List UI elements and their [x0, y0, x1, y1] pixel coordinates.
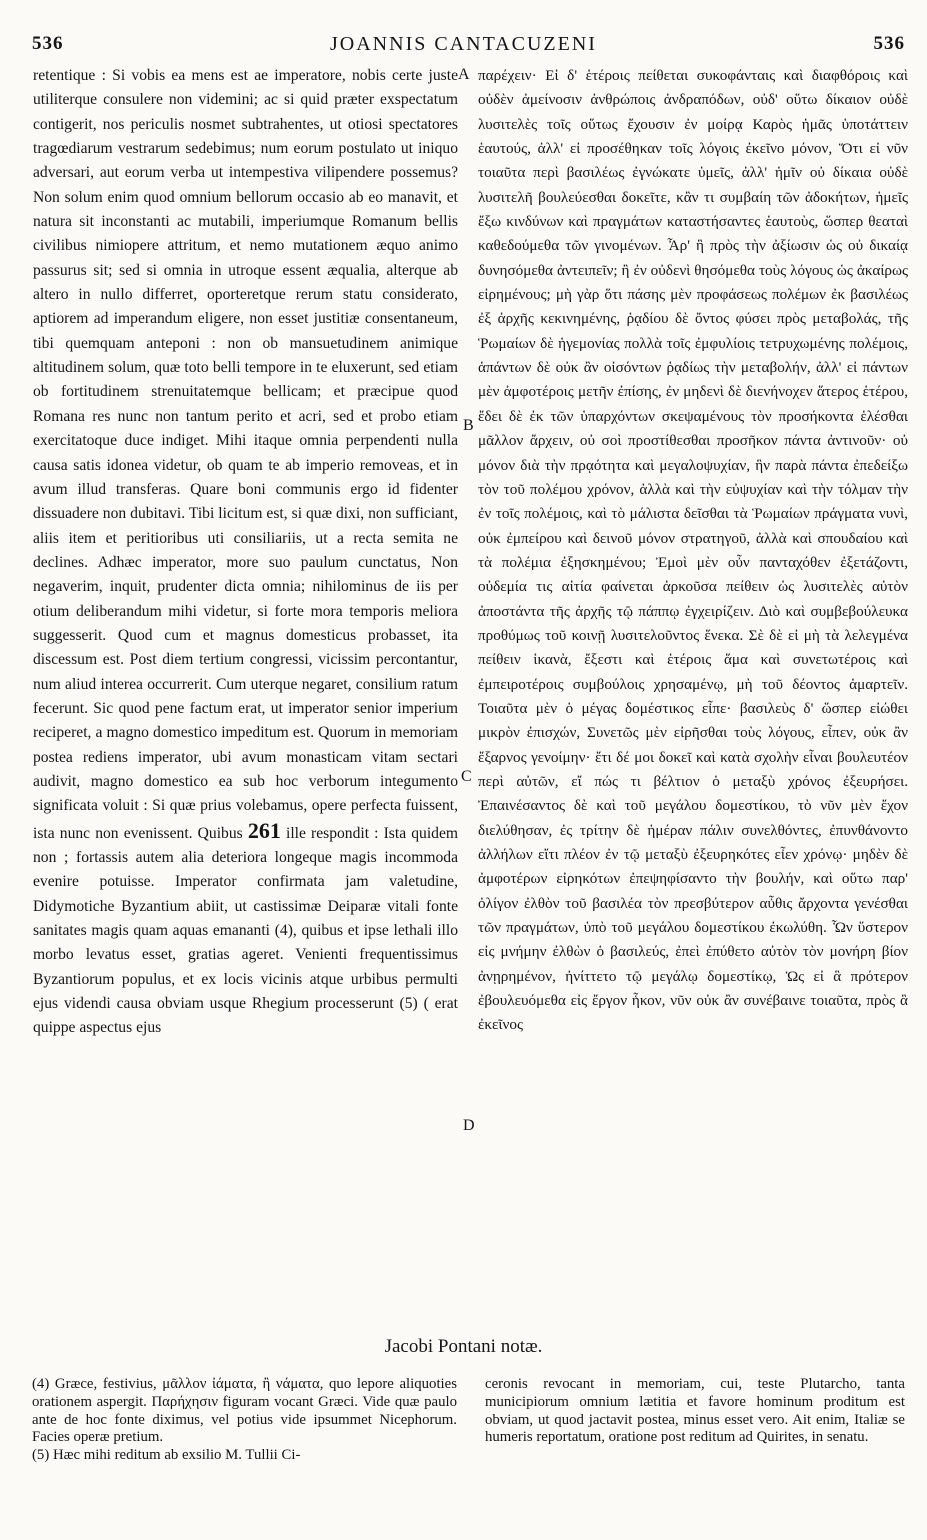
margin-marker-c: C: [461, 768, 472, 785]
margin-marker-b: B: [463, 417, 474, 434]
running-head: JOANNIS CANTACUZENI: [330, 33, 597, 55]
note-4: (4) Græce, festivius, μᾶλλον ἰάματα, ἢ νάματα, quo lepore aliquoties orationem aspergit. Παρήχησιν figuram vocant Græci. Vide quæ paulo ante de hoc fonte diximus, vel potius vide ipsummet Nicephorum. Facies operæ pretium.: [32, 1376, 457, 1446]
note-5-continued: ceronis revocant in memoriam, cui, teste Plutarcho, tanta municipiorum omnium lætitia et favore hominum proditum est obviam, ut quod jactavit postea, minus esset vero. Ait enim, Italiæ se humeris reportatum, oratione post reditum ad Quirites, in senatu.: [485, 1376, 905, 1446]
latin-column: [33, 64, 458, 1318]
page-number-right: 536: [873, 33, 905, 54]
notes-title: Jacobi Pontani notæ.: [384, 1336, 543, 1357]
edition-page-number: 261: [247, 817, 281, 843]
page-header: [0, 33, 927, 59]
margin-marker-d: D: [463, 1117, 475, 1134]
notes-right-column: [485, 1376, 905, 1447]
note-5: (5) Hæc mihi reditum ab exsilio M. Tullii Ci-: [32, 1447, 301, 1464]
latin-paragraph: [33, 64, 458, 1041]
margin-marker-a: A: [458, 66, 470, 83]
latin-text-continued: ille respondit : Ista quidem non ; fortassis autem alia deteriora longeque magis incommoda evenire potuisse. Imperator confirmata jam valetudine, Didymotiche Byzantium abiit, ut castissimæ Deiparæ vitali fonte sanitates magis quam aquas emananti (4), quibus et ipse lethali illo morbo levatus esset, gratias ageret. Venienti frequentissimus Byzantiorum populus, et ex locis vicinis atque urbibus permulti ejus videndi causa obviam usque Rhegium processerunt (5) ( erat quippe aspectus ejus: [33, 824, 458, 1037]
latin-text: retentique : Si vobis ea mens est ae imperatore, nobis certe juste utiliterque consulere non videmini; ac si quid præter exspectatum contigerit, nos periculis nosmet subtrahentes, ut otiosi spectatores tragœdiarum vestrarum sedebimus; num eorum postulato ut iniquo adversari, aut eorum verba ut intempestiva vilipendere possemus? Non solum enim quod omnium bellorum occasio ab eo manavit, et natura sit inconstanti ac mutabili, imperiumque Romanum bellis civilibus nimiopere attritum, et nemo mutationem æquo animo passurus sit; sed si omnia in utroque essent æqualia, alterque ab altero in nullo differret, oporteretque rerum statu considerato, aptiorem ad imperandum eligere, non esset justitiæ consentaneum, tibi quemquam anteponi : non ob mansuetudinem animique altitudinem solum, quæ toto belli tempore in te eluxerunt, sed etiam ob fortitudinem strenuitatemque bellicam; et præcipue quod Romana res nunc non tantum perito et acri, sed et probo etiam exercitatoque duce indiget. Mihi itaque omnia perpendenti nulla causa satis idonea videtur, ob quam te ab imperio removeas, et in avum illud transferas. Quare boni communis ergo id fidenter dissuadere non dubitavi. Tibi licitum est, si quæ dixi, non sufficiant, aliis item et peritioribus uti consiliariis, ut a recta semita ne declines. Adhæc imperator, more suo paulum cunctatus, Non negaverim, inquit, prudenter dicta omnia; nihilominus de iis per otium deliberandum mihi videtur, si forte mora temporis meliora suggesserit. Quod cum et magnus domesticus probasset, ita discessum est. Post diem tertium congressi, vicissim percontantur, num aliud interea occurrerit. Cum uterque negaret, consilium ratum fecerunt. Sic quod pene factum erat, ut imperator senior imperium reciperet, a magno domestico impeditum est. Quorum in memoriam postea rediens imperator, ubi avum monasticam vitam sectari audivit, magno domestico ea sub hoc verborum integumento significata voluit : Si quæ prius volebamus, opere perfecta fuissent, ista nunc non evenissent. Quibus: [33, 67, 458, 842]
greek-text: παρέχειν· Εἰ δ' ἑτέροις πείθεται συκοφάνταις καὶ διαφθόροις καὶ οὐδὲν ἀμείνοσιν ἀνθρώποις ἀνδραπόδων, οὐδ' οὕτω δίκαιον οὐδὲ λυσιτελὲς τοῖς οὕτως ἔχουσιν ἐν μοίρᾳ Καρὸς ἡμᾶς ὑποτάττειν ἑαυτούς, ἀλλ' εἰ προσέθηκαν τοῖς λόγοις ἐκεῖνο μόνον, Ὅτι εἰ νῦν τοιαῦτα περὶ βασιλέως ἐγνώκατε ὑμεῖς, ἀλλ' ἡμῖν οὐ δίκαια οὐδὲ λυσιτελῆ βουλεύεσθαι δοκεῖτε, κἂν τι συμβαίη τῶν ἀδοκήτων, ἡμεῖς ἔξω κινδύνων καὶ πραγμάτων καταστήσαντες ἑαυτοὺς, ὥσπερ θεαταὶ καθεδούμεθα τῶν γινομένων. Ἆρ' ἣ πρὸς τὴν ἀξίωσιν ὡς οὐ δικαίᾳ δυνησόμεθα ἀντειπεῖν; ἢ ἐν οὐδενὶ θησόμεθα τοὺς λόγους ὡς ἀκαίρως εἰρημένους; μὴ γὰρ ὅτι πάσης μὲν προφάσεως πολέμων ἐκ βασιλέως ἐξ ἀρχῆς κεκινημένης, ῥᾳδίου δὲ ὄντος φύσει πρὸς μεταβολάς, τῆς Ῥωμαίων δὲ ἡγεμονίας πολλὰ τοῖς ἐμφυλίοις τετρυχωμένης πολέμοις, ἁπάντων δὲ οὐκ ἂν οἰσόντων ῥᾳδίως τὴν μεταβολήν, ἀλλ' εἰ πάντων μὲν ἀμφοτέροις μετῆν ἐπίσης, ἐν μηδενὶ δὲ διενήνοχεν ἅτερος ἑτέρου, ἔδει δὲ ἐκ τῶν ὑπαρχόντων σκεψαμένους τὸν προσήκοντα ἑλέσθαι μᾶλλον ἄρχειν, οὐ σοὶ προστίθεσθαι προσῆκον πάντα ἀντινοῦν· οὐ μόνον διὰ τὴν πρᾳότητα καὶ μεγαλοψυχίαν, ἣν παρὰ πάντα ἐπεδείξω τὸν τοῦ πολέμου χρόνον, ἀλλὰ καὶ τὴν εὐψυχίαν καὶ τὴν τόλμαν τὴν ἐν τοῖς πολέμοις, καὶ τὸ μάλιστα δεῖσθαι τὰ Ῥωμαίων πράγματα νυνὶ, οὐκ ἐμπείρου καὶ δεινοῦ μόνον στρατηγοῦ, ἀλλὰ καὶ σπουδαίου καὶ τὰ πολέμια ἐξησκημένου; Ἐμοὶ μὲν οὖν πανταχόθεν ἐξετάζοντι, οὐδεμία τις αἰτία φαίνεται ἀρκοῦσα πείθειν ὡς λυσιτελὲς αὐτὸν ἀποστάντα τῆς ἀρχῆς τῷ πάππῳ ἐγχειρίζειν. Διὸ καὶ συμβεβούλευκα προθύμως τοῦ κοινῇ λυσιτελοῦντος ἕνεκα. Σὲ δὲ εἰ μὴ τὰ λελεγμένα πείθειν ἱκανὰ, ἔξεστι καὶ ἑτέροις ἅμα καὶ συνετωτέροις καὶ ἐμπειροτέροις συμβούλοις χρησαμένῳ, μὴ τοῦ δέοντος ἁμαρτεῖν. Τοιαῦτα μὲν ὁ μέγας δομέστικος εἶπε· βασιλεὺς δ' ὥσπερ εἰώθει μικρὸν ἐπισχών, Συνετῶς μὲν εἰρῆσθαι τοὺς λόγους, εἶπεν, οὐκ ἂν ἔξαρνος γενοίμην· ἔτι δέ μοι δοκεῖ καὶ κατὰ σχολὴν εἶναι βουλευτέον περὶ αὐτῶν, εἴ πώς τι βέλτιον ὁ μεταξὺ χρόνος ἐξευρήσει. Ἐπαινέσαντος δὲ καὶ τοῦ μεγάλου δομεστίκου, τὸ νῦν μὲν ἔχον διελύθησαν, ἐς τρίτην δὲ ἡμέραν πάλιν συνελθόντες, ἐπυνθάνοντο ἀλλήλων εἴτι πλέον ἐν τῷ μεταξὺ ἐξευρηκότες εἶεν χρόνῳ· μηδὲν δὲ ἀμφοτέρων εἰρηκότων ἐπεψηφίσαντο τὴν βουλήν, καὶ οὕτω παρ' ὀλίγον ἐλθὸν τοῦ βασιλέα τὸν πρεσβύτερον αὖθις ἄρχοντα γενέσθαι τῶν πραγμάτων, ὑπὸ τοῦ μεγάλου δομεστίκου ἐκωλύθη. Ὧν ὕστερον εἰς μνήμην ἐλθὼν ὁ βασιλεύς, ἐπεὶ ἐπύθετο αὐτὸν τὸν μονήρη βίον ἀνῃρημένον, ἠνίττετο τῷ μεγάλῳ δομεστίκῳ, Ὡς εἰ ἃ πρότερον ἐβουλευόμεθα εἰς ἔργον ἧκον, νῦν οὐκ ἂν συνέβαινε τοιαῦτα, πρὸς ἃ ἐκεῖνος: [478, 67, 908, 1034]
greek-column: [478, 64, 908, 1318]
notes-left-column: [32, 1376, 457, 1465]
page-number-left: 536: [32, 33, 64, 54]
